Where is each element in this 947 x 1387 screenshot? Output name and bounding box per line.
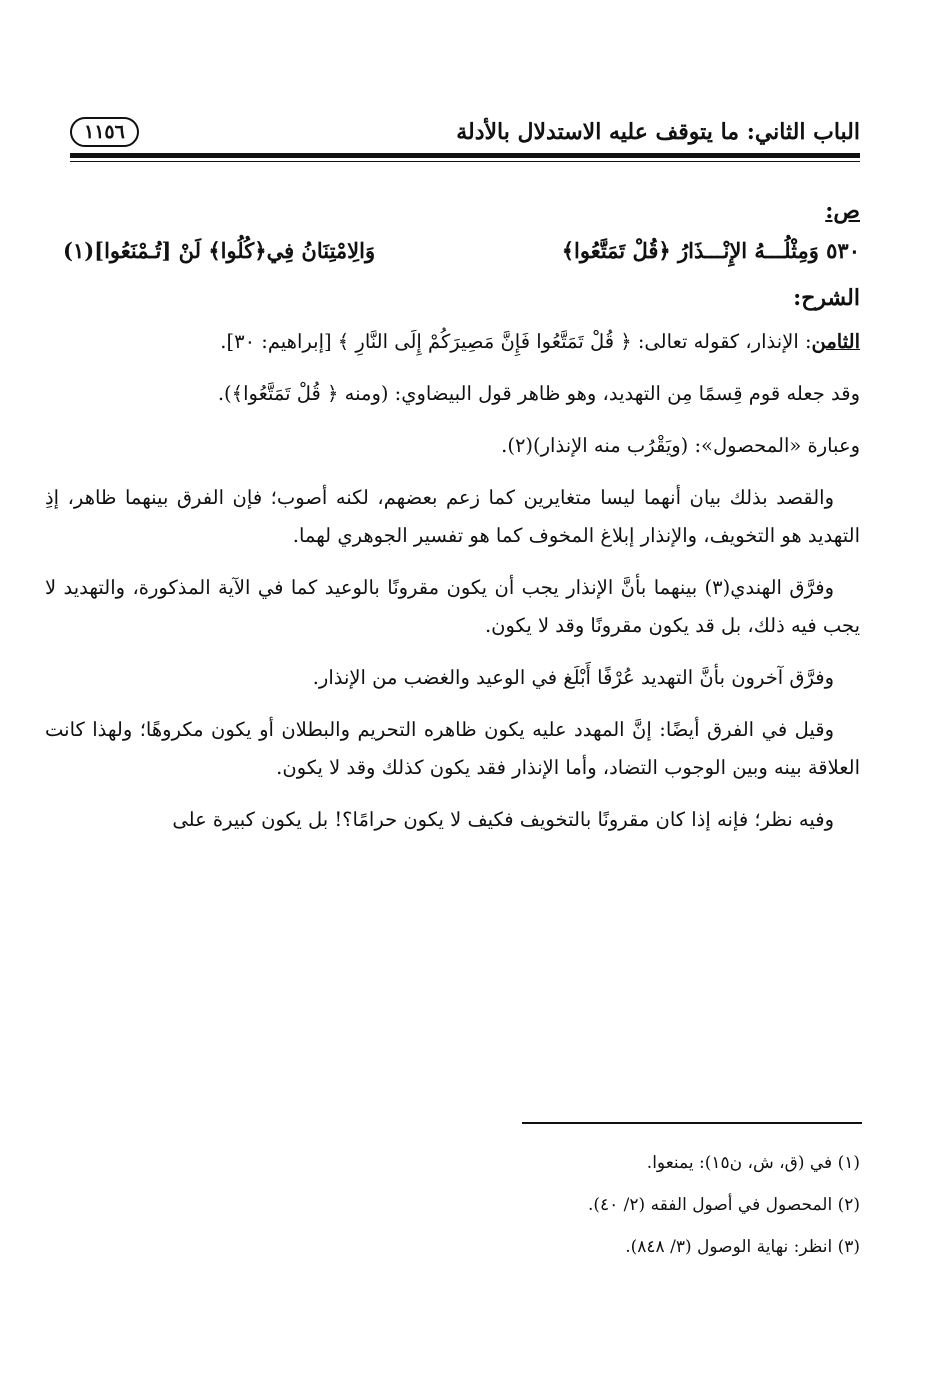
paragraph-lead: الثامن (811, 330, 860, 353)
paragraph: وفرَّق آخرون بأنَّ التهديد عُرْفًا أَبْلَغ في الوعيد والغضب من الإنذار. (312, 666, 834, 689)
running-header (70, 112, 860, 152)
paragraph: وفرَّق الهندي(٣) بينهما بأنَّ الإنذار يجب أن يكون مقرونًا بالوعيد كما في الآية المذكورة، والتهديد لا يجب فيه ذلك، بل قد يكون مقرونًا وقد لا يكون. (45, 576, 860, 637)
paragraph: وعبارة «المحصول»: (ويَقْرُب منه الإنذار)(٢). (501, 434, 860, 457)
footnote: (٢) المحصول في أصول الفقه (٢/ ٤٠). (587, 1195, 860, 1215)
paragraph: الثامن: الإنذار، كقوله تعالى: ﴿ قُلْ تَمَتَّعُوا فَإِنَّ مَصِيرَكُمْ إِلَى النَّارِ ﴾ [إبراهيم: ٣٠]. (220, 330, 860, 353)
paragraph: والقصد بذلك بيان أنهما ليسا متغايرين كما زعم بعضهم، لكنه أصوب؛ فإن الفرق بينهما ظاهر، إذِ التهديد هو التخويف، والإنذار إبلاغ المخوف كما هو تفسير الجوهري لهما. (45, 486, 860, 547)
verse-second-hemistich: وَالِامْتِنَانُ فِي﴿كُلُوا﴾ لَنْ [تُـمْنَعُوا](١) (63, 238, 376, 263)
chapter-title: الباب الثاني: ما يتوقف عليه الاستدلال بالأدلة (456, 119, 860, 145)
paragraph: وقد جعله قوم قِسمًا مِن التهديد، وهو ظاهر قول البيضاوي: (ومنه ﴿ قُلْ تَمَتَّعُوا﴾). (217, 382, 860, 405)
header-rule-thin (70, 161, 860, 162)
page-number: ١١٥٦ (70, 117, 139, 147)
main-text (45, 198, 860, 853)
paragraph: وفيه نظر؛ فإنه إذا كان مقرونًا بالتخويف فكيف لا يكون حرامًا؟! بل يكون كبيرة على (172, 808, 834, 831)
footnote: (٣) انظر: نهاية الوصول (٣/ ٨٤٨). (625, 1237, 860, 1257)
footnotes (360, 1148, 860, 1274)
verse-first-hemistich: ٥٣٠ وَمِثْلُـــهُ الإِنْـــذَارُ ﴿قُلْ تَمَتَّعُوا﴾ (561, 238, 860, 263)
sharh-label: الشرح: (793, 285, 860, 311)
verse-line (45, 238, 860, 263)
footnote: (١) في (ق، ش، ن١٥): يمنعوا. (646, 1153, 860, 1173)
matn-label: ص: (825, 198, 860, 224)
footnote-separator (522, 1122, 862, 1124)
header-rule-thick (70, 153, 860, 158)
paragraph: وقيل في الفرق أيضًا: إنَّ المهدد عليه يكون ظاهره التحريم والبطلان أو يكون مكروهًا؛ ولهذا كانت العلاقة بينه وبين الوجوب التضاد، وأما الإنذار فقد يكون كذلك وقد لا يكون. (45, 718, 860, 779)
